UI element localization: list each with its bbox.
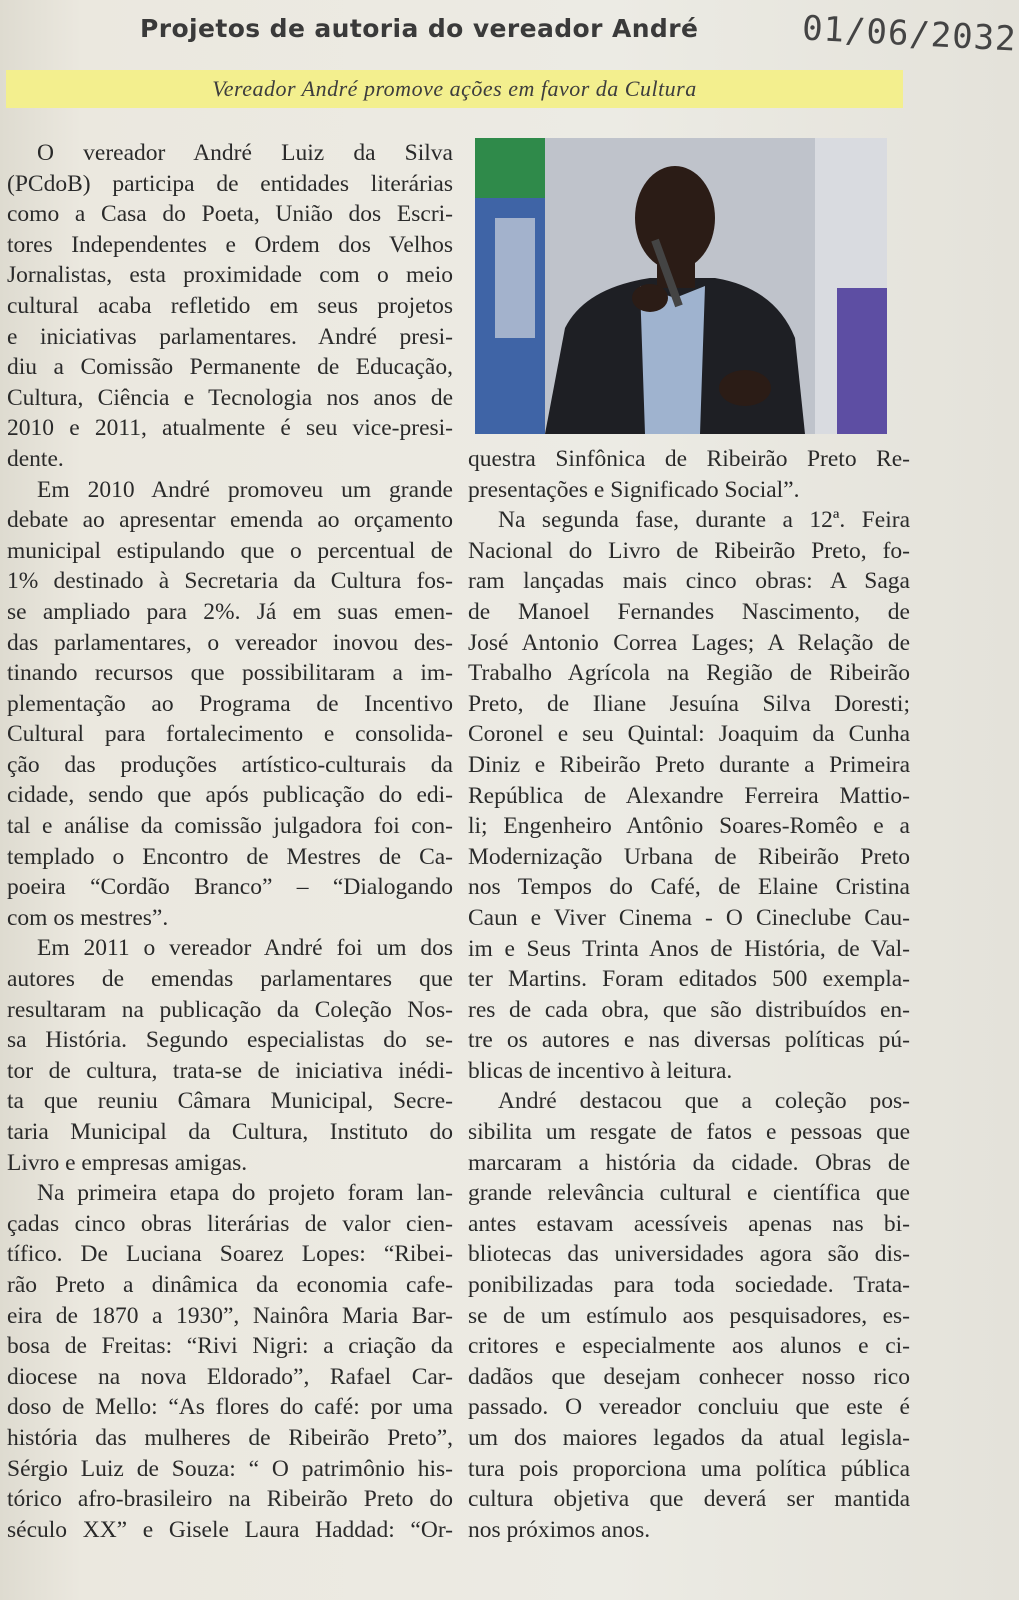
left-column (7, 138, 453, 1545)
text-line: e iniciativas parlamentares. André presi- (7, 323, 453, 350)
text-line: tores Independentes e Ordem dos Velhos (7, 231, 453, 258)
text-line: Jornalistas, esta proximidade com o meio (7, 262, 453, 289)
text-line: resultaram na publicação da Coleção Nos- (7, 996, 453, 1023)
text-line: taria Municipal da Cultura, Instituto do (7, 1119, 453, 1145)
text-line: municipal estipulando que o percentual de (7, 537, 453, 564)
text-line: grande relevância cultural e científica que (468, 1180, 910, 1207)
text-line: Preto, de Iliane Jesuína Silva Doresti; (468, 690, 910, 717)
text-line: doso de Mello: “As flores do café: por uma (7, 1394, 453, 1421)
text-line: nos próximos anos. (468, 1516, 651, 1543)
text-line: Na segunda fase, durante a 12ª. Feira (498, 507, 910, 534)
text-line: diocese na nova Eldorado”, Rafael Car- (7, 1363, 453, 1390)
text-line: André destacou que a coleção pos- (498, 1088, 910, 1115)
text-line: cultura objetiva que deverá ser mantida (468, 1486, 910, 1513)
text-line: Caun e Viver Cinema - O Cineclube Cau- (468, 904, 910, 931)
text-line: José Antonio Correa Lages; A Relação de (468, 629, 910, 656)
text-line: ção das produções artístico-culturais da (7, 751, 453, 778)
text-line: com os mestres”. (7, 904, 169, 931)
text-line: das parlamentares, o vereador inovou des- (7, 629, 453, 656)
text-line: O vereador André Luiz da Silva (37, 140, 453, 166)
text-line: se ampliado para 2%. Já em suas emen- (7, 598, 453, 625)
text-line: um dos maiores legados da atual legisla- (468, 1425, 910, 1451)
text-line: eira de 1870 a 1930”, Nainôra Maria Bar- (7, 1302, 453, 1329)
text-line: 2010 e 2011, atualmente é seu vice-presi- (7, 415, 453, 442)
text-line: dadãos que desejam conhecer nosso rico (468, 1363, 910, 1390)
text-line: Coronel e seu Quintal: Joaquim da Cunha (468, 721, 910, 748)
photo-illustration (475, 138, 887, 434)
text-line: cidade, sendo que após publicação do edi- (7, 782, 453, 809)
text-line: dente. (7, 445, 64, 472)
text-line: tura pois proporciona uma política pública (468, 1455, 910, 1482)
text-line: li; Engenheiro Antônio Soares-Romêo e a (468, 813, 910, 840)
text-line: Diniz e Ribeirão Preto durante a Primeira (468, 751, 910, 778)
subtitle-banner (6, 70, 903, 108)
text-line: de Manoel Fernandes Nascimento, de (468, 598, 910, 625)
text-line: res de cada obra, que são distribuídos en- (468, 996, 910, 1023)
text-line: cultural acaba refletido em seus projetos (7, 292, 453, 319)
text-line: passado. O vereador concluiu que este é (468, 1394, 910, 1421)
text-line: Trabalho Agrícola na Região de Ribeirão (468, 660, 910, 687)
text-line: como a Casa do Poeta, União dos Escri- (7, 201, 453, 228)
text-line: bliotecas das universidades agora são dis- (468, 1241, 910, 1268)
text-line: história das mulheres de Ribeirão Preto”, (7, 1424, 453, 1451)
text-line: tórico afro-brasileiro na Ribeirão Preto do (7, 1486, 453, 1513)
text-line: sa História. Segundo especialistas do se- (7, 1027, 453, 1054)
text-line: rão Preto a dinâmica da economia cafe- (7, 1271, 453, 1298)
text-line: çadas cinco obras literárias de valor cien- (7, 1210, 453, 1237)
text-line: Em 2011 o vereador André foi um dos (37, 935, 453, 962)
text-line: blicas de incentivo à leitura. (468, 1057, 733, 1084)
text-line: poeira “Cordão Branco” – “Dialogando (7, 874, 453, 901)
text-line: tinando recursos que possibilitaram a im- (7, 660, 453, 687)
text-line: 1% destinado à Secretaria da Cultura fos- (7, 568, 453, 595)
text-line: questra Sinfônica de Ribeirão Preto Re- (468, 446, 910, 472)
text-line: critores e especialmente aos alunos e ci- (468, 1333, 910, 1360)
text-line: presentações e Significado Social”. (468, 476, 800, 503)
text-line: Na primeira etapa do projeto foram lan- (37, 1180, 453, 1207)
text-line: diu a Comissão Permanente de Educação, (7, 354, 453, 381)
text-line: ram lançadas mais cinco obras: A Saga (468, 568, 910, 595)
text-line: sibilita um resgate de fatos e pessoas que (468, 1119, 910, 1146)
text-line: debate ao apresentar emenda ao orçamento (7, 507, 453, 534)
photo-speaker-at-microphone (475, 138, 887, 434)
right-column (468, 444, 910, 1545)
text-line: República de Alexandre Ferreira Mattio- (468, 782, 910, 809)
text-line: im e Seus Trinta Anos de História, de Val- (468, 935, 910, 962)
text-line: Em 2010 André promoveu um grande (37, 476, 453, 503)
text-line: antes estavam acessíveis apenas nas bi- (468, 1210, 910, 1237)
text-line: plementação ao Programa de Incentivo (7, 690, 453, 717)
text-line: autores de emendas parlamentares que (7, 966, 453, 993)
text-line: Sérgio Luiz de Souza: “ O patrimônio his- (7, 1455, 453, 1482)
text-line: tífico. De Luciana Soarez Lopes: “Ribei- (7, 1241, 453, 1268)
text-line: (PCdoB) participa de entidades literárias (7, 170, 453, 197)
subtitle-text: Vereador André promove ações em favor da Cultura (212, 76, 697, 101)
text-line: ter Martins. Foram editados 500 exempla- (468, 966, 910, 993)
text-line: tal e análise da comissão julgadora foi con- (7, 813, 453, 840)
text-line: Cultural para fortalecimento e consolida- (7, 721, 453, 748)
text-line: bosa de Freitas: “Rivi Nigri: a criação da (7, 1333, 453, 1360)
text-line: Livro e empresas amigas. (7, 1149, 248, 1176)
text-line: ta que reuniu Câmara Municipal, Secre- (7, 1088, 453, 1115)
text-line: marcaram a história da cidade. Obras de (468, 1149, 910, 1176)
text-line: nos Tempos do Café, de Elaine Cristina (468, 874, 910, 901)
text-line: tre os autores e nas diversas políticas pú- (468, 1027, 910, 1054)
headline: Projetos de autoria do vereador André (140, 14, 699, 43)
text-line: tor de cultura, trata-se de iniciativa inédi- (7, 1057, 453, 1084)
text-line: se de um estímulo aos pesquisadores, es- (468, 1302, 910, 1329)
text-line: século XX” e Gisele Laura Haddad: “Or- (7, 1516, 453, 1543)
text-line: ponibilizadas para toda sociedade. Trata- (468, 1272, 910, 1299)
text-line: Nacional do Livro de Ribeirão Preto, fo- (468, 537, 910, 564)
text-line: Cultura, Ciência e Tecnologia nos anos de (7, 384, 453, 411)
text-line: templado o Encontro de Mestres de Ca- (7, 843, 453, 870)
handwritten-date: 01/06/2032 (801, 8, 1018, 60)
text-line: Modernização Urbana de Ribeirão Preto (468, 843, 910, 870)
